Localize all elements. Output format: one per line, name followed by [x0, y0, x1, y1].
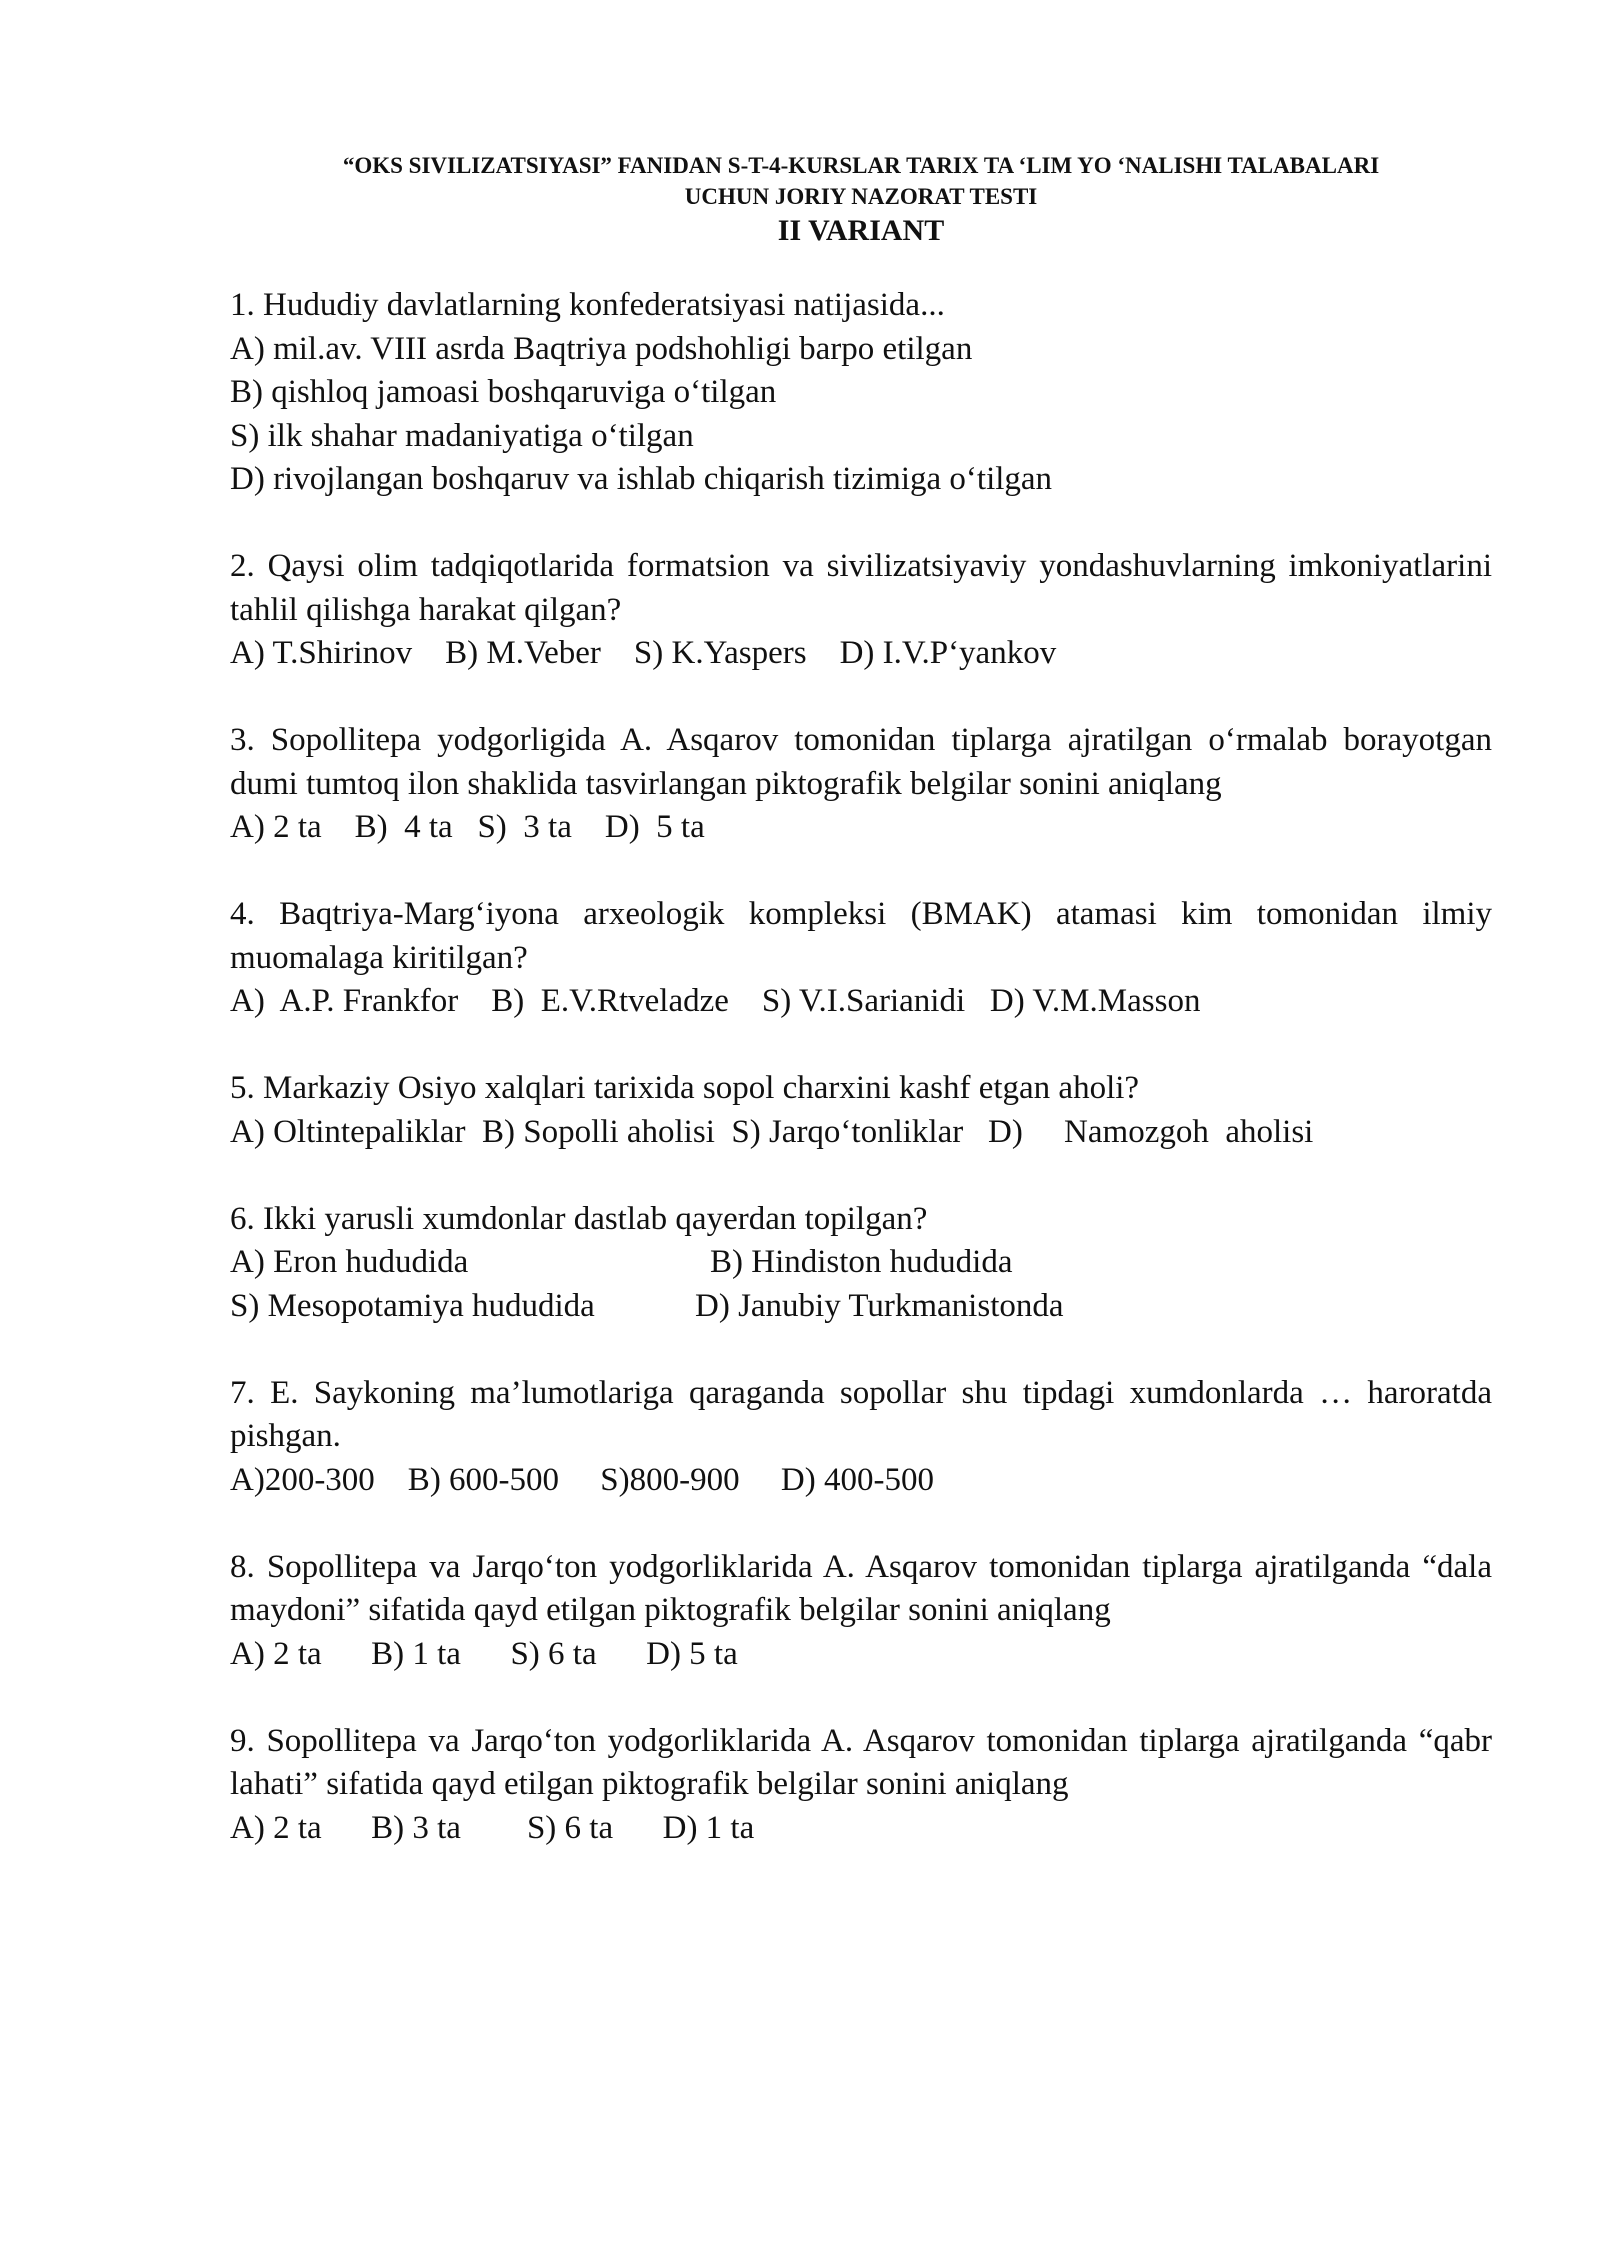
question-8 — [230, 1546, 1492, 1677]
answer-options: A) Oltintepaliklar B) Sopolli aholisi S) Jarqo‘tonliklar D) Namozgoh aholisi — [230, 1113, 1314, 1150]
answer-options: A)200-300 B) 600-500 S)800-900 D) 400-500 — [230, 1461, 934, 1498]
answer-options-row — [230, 1241, 1492, 1285]
answer-option: A) Eron hududida — [230, 1244, 469, 1280]
document-header — [230, 150, 1492, 250]
question-3 — [230, 719, 1492, 850]
question-text: 8. Sopollitepa va Jarqo‘ton yodgorliklarida A. Asqarov tomonidan tiplarga ajratilganda “dala maydoni” sifatida qayd etilgan piktografik belgilar sonini aniqlang — [230, 1548, 1492, 1628]
answer-options: A) 2 ta B) 1 ta S) 6 ta D) 5 ta — [230, 1635, 738, 1672]
answer-option: D) rivojlangan boshqaruv va ishlab chiqarish tizimiga o‘tilgan — [230, 461, 1053, 497]
answer-options: A) 2 ta B) 4 ta S) 3 ta D) 5 ta — [230, 809, 705, 845]
question-text: 1. Hududiy davlatlarning konfederatsiyasi natijasida... — [230, 287, 945, 323]
answer-option: D) Janubiy Turkmanistonda — [695, 1287, 1064, 1324]
question-text: 5. Markaziy Osiyo xalqlari tarixida sopol charxini kashf etgan aholi? — [230, 1070, 1140, 1106]
question-9 — [230, 1720, 1492, 1851]
document-page — [230, 150, 1492, 1894]
question-text: 7. E. Saykoning ma’lumotlariga qaraganda sopollar shu tipdagi xumdonlarda … haroratda pishgan. — [230, 1374, 1492, 1454]
question-text: 4. Baqtriya-Marg‘iyona arxeologik kompleksi (BMAK) atamasi kim tomonidan ilmiy muomalaga kiritilgan? — [230, 896, 1492, 976]
answer-option: S) Mesopotamiya hududida — [230, 1287, 595, 1324]
answer-option: A) mil.av. VIII asrda Baqtriya podshohligi barpo etilgan — [230, 330, 973, 367]
question-5 — [230, 1067, 1492, 1154]
question-4 — [230, 893, 1492, 1024]
answer-option: B) Hindiston hududida — [710, 1244, 1013, 1280]
variant-label: II VARIANT — [777, 214, 945, 247]
question-6 — [230, 1198, 1492, 1329]
question-text: 2. Qaysi olim tadqiqotlarida formatsion va sivilizatsiyaviy yondashuvlarning imkoniyatlarini tahlil qilishga harakat qilgan? — [230, 548, 1492, 628]
question-text: 3. Sopollitepa yodgorligida A. Asqarov tomonidan tiplarga ajratilgan o‘rmalab borayotgan dumi tumtoq ilon shaklida tasvirlangan piktografik belgilar sonini aniqlang — [230, 722, 1492, 802]
header-title-line2: UCHUN JORIY NAZORAT TESTI — [684, 184, 1038, 209]
answer-options: A) A.P. Frankfor B) E.V.Rtveladze S) V.I.Sarianidi D) V.M.Masson — [230, 983, 1201, 1019]
question-2 — [230, 545, 1492, 676]
header-title-line1: “OKS SIVILIZATSIYASI” FANIDAN S-T-4-KURSLAR TARIX TA ‘LIM YO ‘NALISHI TALABALARI — [342, 153, 1380, 178]
question-7 — [230, 1372, 1492, 1503]
answer-option: S) ilk shahar madaniyatiga o‘tilgan — [230, 417, 694, 454]
question-text: 6. Ikki yarusli xumdonlar dastlab qayerdan topilgan? — [230, 1200, 928, 1237]
answer-options: A) T.Shirinov B) M.Veber S) K.Yaspers D) I.V.P‘yankov — [230, 635, 1057, 671]
question-text: 9. Sopollitepa va Jarqo‘ton yodgorliklarida A. Asqarov tomonidan tiplarga ajratilganda “qabr lahati” sifatida qayd etilgan piktografik belgilar sonini aniqlang — [230, 1722, 1492, 1802]
answer-options: A) 2 ta B) 3 ta S) 6 ta D) 1 ta — [230, 1809, 755, 1846]
question-list — [230, 284, 1492, 1850]
answer-options-row — [230, 1285, 1492, 1329]
answer-option: B) qishloq jamoasi boshqaruviga o‘tilgan — [230, 374, 777, 410]
question-1 — [230, 284, 1492, 502]
